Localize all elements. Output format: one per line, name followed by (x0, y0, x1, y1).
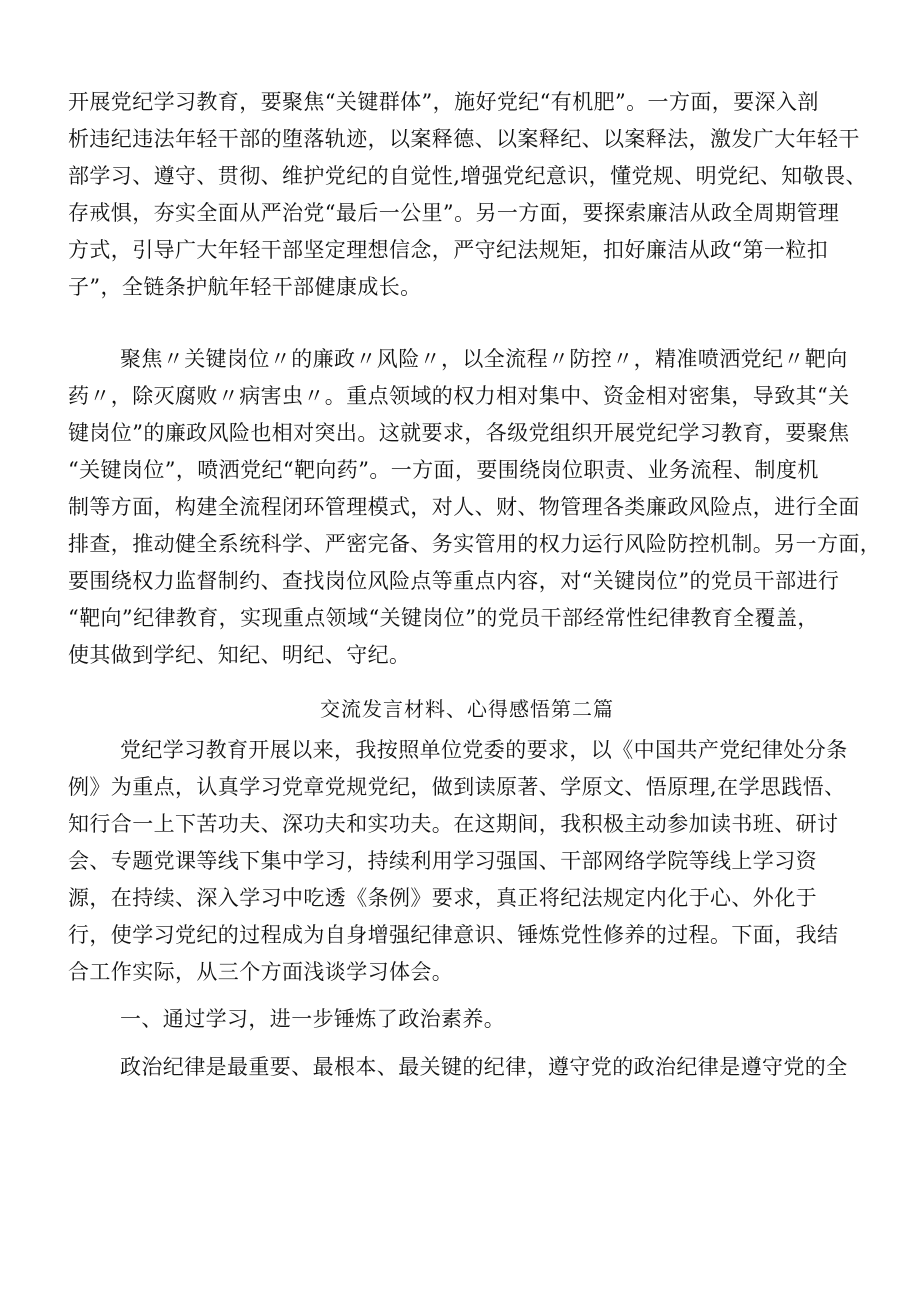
paragraph-line: 键岗位”的廉政风险也相对突出。这就要求，各级党组织开展党纪学习教育，要聚焦 (68, 421, 850, 445)
paragraph-line: 合工作实际，从三个方面浅谈学习体会。 (68, 960, 454, 984)
paragraph-line: 存戒惧，夯实全面从严治党“最后一公里”。另一方面，要探索廉洁从政全周期管理 (68, 201, 840, 225)
paragraph-line: 例》为重点，认真学习党章党规党纪，做到读原著、学原文、悟原理,在学思践悟、 (68, 775, 846, 799)
paragraph-line: 行，使学习党纪的过程成为自身增强纪律意识、锤炼党性修养的过程。下面，我结 (68, 923, 839, 947)
paragraph-line: 使其做到学纪、知纪、明纪、守纪。 (68, 643, 411, 667)
paragraph-line: 析违纪违法年轻干部的堕落轨迹，以案释德、以案释纪、以案释法，激发广大年轻干 (68, 127, 860, 151)
paragraph-line: 部学习、遵守、贯彻、维护党纪的自觉性,增强党纪意识，懂党规、明党纪、知敬畏、 (68, 164, 867, 188)
paragraph-line: 会、专题党课等线下集中学习，持续利用学习强国、干部网络学院等线上学习资 (68, 849, 817, 873)
paragraph-line: 政治纪律是最重要、最根本、最关键的纪律，遵守党的政治纪律是遵守党的全 (120, 1055, 848, 1079)
paragraph-line: “靶向”纪律教育，实现重点领域“关键岗位”的党员干部经常性纪律教育全覆盖， (68, 606, 819, 630)
paragraph-line: 药〃，除灭腐败〃病害虫〃。重点领域的权力相对集中、资金相对密集，导致其“关 (68, 384, 850, 408)
paragraph-line: 开展党纪学习教育，要聚焦“关键群体”，施好党纪“有机肥”。一方面，要深入剖 (68, 90, 819, 114)
paragraph-line: 方式，引导广大年轻干部坚定理想信念，严守纪法规矩，扣好廉洁从政“第一粒扣 (68, 238, 829, 262)
section-heading: 交流发言材料、心得感悟第二篇 (320, 697, 614, 721)
paragraph-line: 源，在持续、深入学习中吃透《条例》要求，真正将纪法规定内化于心、外化于 (68, 886, 817, 910)
paragraph-line: 聚焦〃关键岗位〃的廉政〃风险〃，以全流程〃防控〃，精准喷洒党纪〃靶向 (120, 347, 848, 371)
paragraph-line: “关键岗位”，喷洒党纪“靶向药”。一方面，要围绕岗位职责、业务流程、制度机 (68, 458, 819, 482)
paragraph-line: 制等方面，构建全流程闭环管理模式，对人、财、物管理各类廉政风险点，进行全面 (68, 495, 860, 519)
paragraph-line: 知行合一上下苦功夫、深功夫和实功夫。在这期间，我积极主动参加读书班、研讨 (68, 812, 839, 836)
paragraph-line: 排查，推动健全系统科学、严密完备、务实管用的权力运行风险防控机制。另一方面， (68, 532, 882, 556)
paragraph-line: 要围绕权力监督制约、查找岗位风险点等重点内容，对“关键岗位”的党员干部进行 (68, 569, 840, 593)
paragraph-line: 党纪学习教育开展以来，我按照单位党委的要求，以《中国共产党纪律处分条 (120, 738, 848, 762)
paragraph-line: 子”，全链条护航年轻干部健康成长。 (68, 275, 422, 299)
subsection-heading: 一、通过学习，进一步锤炼了政治素养。 (120, 1007, 506, 1031)
